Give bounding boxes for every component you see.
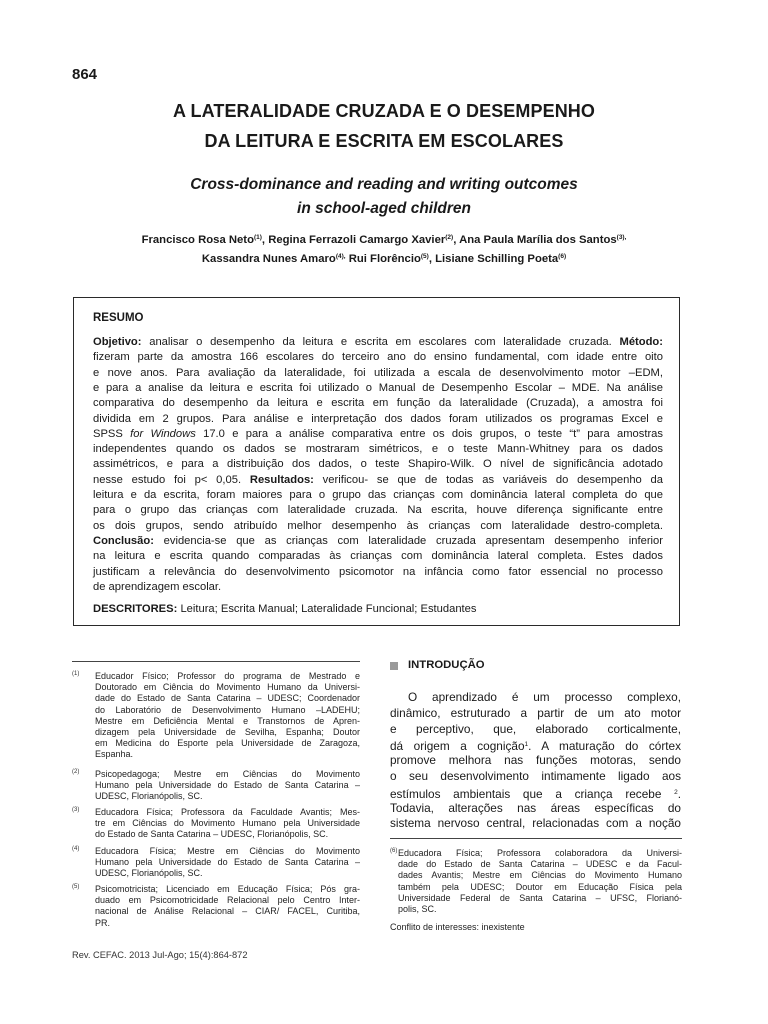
abstract-line	[93, 489, 663, 502]
author-affiliation-mark: (1)	[253, 234, 262, 241]
footnote-line: Mestre em Deficiência Mental e Transtornos de Apren-	[95, 715, 360, 726]
footnote-divider-left	[72, 661, 360, 662]
author-name: Rui Florêncio	[348, 253, 421, 265]
abstract-line	[93, 382, 663, 395]
abstract-text: evidencia-se que as crianças com lateralidade cruzada apresentam desempenho inferior	[153, 534, 663, 547]
author-name: Lisiane Schilling Poeta	[435, 253, 559, 265]
footnote-number: (2)	[72, 769, 80, 775]
abstract-text: fizeram parte da amostra 166 escolares do terceiro ano do ensino fundamental, com idade entre oito	[93, 351, 663, 364]
author-affiliation-mark: (5)	[420, 253, 429, 260]
abstract-text: e para a analise da leitura e escrita foi utilizado o Manual de Desempenho Escolar – MDE. Na análise	[93, 381, 663, 394]
abstract-text: verificou- se que de todas as variáveis do desempenho da	[313, 473, 663, 486]
footnote-line: em Medicina do Esporte pela Universidade de Zaragoza,	[95, 738, 360, 749]
english-title-line-1: Cross-dominance and reading and writing outcomes	[190, 176, 578, 193]
introduction-text: o seu desenvolvimento intimamente ligado aos	[390, 769, 681, 783]
author-affiliation-mark: (2)	[445, 234, 454, 241]
abstract-text: dividida em 2 grupos. Para análise e interpretação dos dados foram utilizados os programas Excel e	[93, 412, 663, 425]
footnote-line: Humano pela Universidade do Estado de Santa Catarina –	[95, 780, 360, 791]
abstract-line	[93, 520, 663, 533]
abstract-line	[93, 351, 663, 364]
descriptors-label: DESCRITORES:	[93, 603, 178, 615]
abstract-line	[93, 535, 663, 548]
introduction-text: . A maturação do córtex	[528, 739, 681, 754]
descriptors	[93, 603, 476, 615]
author-name: Francisco Rosa Neto	[141, 234, 254, 246]
introduction-line	[390, 722, 681, 738]
introduction-text: O aprendizado é um processo complexo,	[408, 690, 681, 704]
introduction-text: dá origem a cognição	[390, 739, 525, 754]
footnote-line: dades Avantis; Mestre em Ciências do Movimento Humano	[398, 870, 682, 881]
introduction-text: estímulos ambientais que a criança recebe	[390, 786, 675, 801]
introduction-text: promove melhora nas funções motoras, sendo	[390, 753, 681, 768]
abstract-label: Resultados:	[249, 473, 314, 486]
abstract-line	[93, 428, 663, 441]
abstract-text: os dois grupos, sendo atribuído melhor desempenho às crianças com lateralidade destro-completa.	[93, 519, 663, 532]
footnote-number: (5)	[72, 884, 80, 890]
footnote-line: Educadora Física; Professora colaboradora da Universi-	[398, 848, 682, 858]
abstract-text: independentes quando os dados se mostraram simétricos, e o teste Mann-Whitney para os dados	[93, 443, 663, 456]
page-number: 864	[72, 66, 98, 83]
descriptors-text: Leitura; Escrita Manual; Lateralidade Funcional; Estudantes	[177, 603, 477, 615]
abstract-text: assimétricos, e para a distribuição dos dados, o teste Shapiro-Wilk. O nível de significância adotado	[93, 458, 663, 471]
introduction-line	[390, 753, 681, 769]
footnote-line: nacional de Análise Relacional – CIAR/ FACEL, Curitiba,	[95, 906, 360, 917]
footnote-line: duado em Psicomotricidade Relacional pelo Centro Inter-	[95, 895, 360, 906]
abstract-text: analisar o desempenho da leitura e escrita em escolares com lateralidade cruzada.	[141, 336, 620, 348]
footnote-line: PR.	[95, 917, 111, 928]
introduction-text: .	[677, 786, 681, 801]
abstract-line	[93, 367, 663, 380]
abstract-text: na leitura e escrita quando comparadas às crianças com dominância lateral completa. Estes dados	[93, 550, 663, 563]
abstract-text: 17.0 e para a análise comparativa entre os dois grupos, o teste “t” para amostras	[195, 427, 663, 440]
introduction-line	[390, 801, 681, 817]
footnote-line: polis, SC.	[398, 904, 437, 914]
abstract-line	[93, 458, 663, 471]
author-name: Regina Ferrazoli Camargo Xavier	[268, 234, 446, 246]
abstract-line	[93, 413, 663, 426]
abstract-heading: RESUMO	[93, 312, 144, 324]
abstract-text: nesse estudo foi p< 0,05.	[93, 473, 250, 486]
footnote-line: também pela UDESC; Doutor em Educação Física pela	[398, 881, 682, 892]
author-line-2: Kassandra Nunes Amaro$^{(4),}$ Rui Florêncio$^{(5)}$, Lisiane Schilling Poeta$^{(6)}$	[201, 253, 567, 265]
introduction-text: Todavia, alterações nas áreas específicas do	[390, 800, 681, 815]
author-line-1: Francisco Rosa Neto$^{(1)}$, Regina Ferrazoli Camargo Xavier$^{(2)}$, Ana Paula Marília dos Santos$^{(3),}$	[141, 234, 627, 246]
abstract-text: e nove anos. Para avaliação da lateralidade, foi utilizada a escala de desenvolvimento motor –EDM,	[93, 366, 663, 379]
abstract-line	[93, 397, 663, 410]
abstract-line	[93, 504, 663, 517]
footnote-line: dade do Estado de Santa Catarina – UDESC e da Facul-	[398, 859, 682, 870]
section-heading-introducao: INTRODUÇÃO	[408, 659, 485, 671]
abstract-line	[93, 581, 663, 594]
introduction-text: dinâmico, estruturado a partir de um ato motor	[390, 705, 681, 720]
abstract-label: Conclusão:	[93, 534, 154, 547]
footnote-line: do Laboratório de Desenvolvimento Humano –LADEHU;	[95, 704, 360, 715]
introduction-text: sistema nervoso central, relacionadas com a noção	[390, 816, 681, 831]
abstract-line	[93, 550, 663, 563]
abstract-line	[93, 474, 663, 487]
introduction-line	[408, 690, 681, 706]
footnote-line: dade do Estado de Santa Catarina – UDESC; Coordenador	[95, 693, 360, 704]
footnote-line: Universidade Federal de Santa Catarina – UFSC, Florianó-	[398, 892, 682, 903]
conflict-of-interest: Conflito de interesses: inexistente	[390, 922, 525, 932]
introduction-text: e perceptivo, que, elaborado corticalmente,	[390, 721, 681, 736]
abstract-line	[93, 443, 663, 456]
section-marker-icon	[390, 662, 398, 670]
footnote-number: (6)	[390, 848, 398, 854]
footnote-line: Espanha.	[95, 749, 134, 760]
abstract-text: comparativa do desempenho da leitura e escrita em função da lateralidade (Cruzada), a amostra foi	[93, 397, 663, 410]
footnote-line: Humano pela Universidade do Estado de Santa Catarina –	[95, 857, 360, 868]
abstract-text: leitura e da escrita, foram maiores para o grupo das crianças com dominância lateral completa do que	[93, 489, 663, 501]
abstract-line	[93, 336, 663, 349]
author-affiliation-mark: (4),	[335, 253, 346, 260]
abstract-text: justificam a relevância do desenvolvimento psicomotor na infância como fator essencial no processo	[93, 565, 663, 578]
article-title-line-2: DA LEITURA E ESCRITA EM ESCOLARES	[204, 131, 564, 151]
abstract-line	[93, 566, 663, 579]
author-name: Ana Paula Marília dos Santos	[459, 234, 617, 246]
footnote-line: tre em Ciências do Movimento Humano pela Universidade	[95, 818, 360, 829]
abstract-italic: for Windows	[130, 427, 196, 440]
footnote-line: Educadora Física; Mestre em Ciências do Movimento	[95, 846, 360, 856]
footnote-number: (3)	[72, 807, 80, 813]
english-title-line-2: in school-aged children	[297, 200, 471, 217]
citation-mark: 1	[524, 741, 529, 749]
footnote-line: UDESC, Florianópolis, SC.	[95, 791, 203, 802]
footnote-divider-right	[390, 838, 682, 839]
introduction-line	[390, 816, 681, 832]
author-affiliation-mark: (3),	[616, 234, 627, 241]
abstract-label: Método:	[619, 336, 663, 348]
abstract-text: para o grupo das crianças com lateralidade cruzada. Na escrita, houve diferença significante entre	[93, 504, 663, 517]
footnote-line: UDESC, Florianópolis, SC.	[95, 868, 203, 879]
introduction-line	[390, 706, 681, 722]
footnote-line: Educadora Física; Professora da Faculdade Avantis; Mes-	[95, 807, 360, 817]
footnote-line: dizagem pela Universidade de Sevilha, Espanha; Doutor	[95, 727, 360, 737]
footnote-line: Psicopedagoga; Mestre em Ciências do Movimento	[95, 769, 360, 779]
abstract-label: Objetivo:	[93, 336, 142, 348]
footnote-number: (1)	[72, 671, 80, 677]
journal-reference: Rev. CEFAC. 2013 Jul-Ago; 15(4):864-872	[72, 950, 248, 960]
article-title-line-1: A LATERALIDADE CRUZADA E O DESEMPENHO	[172, 101, 596, 121]
footnote-number: (4)	[72, 846, 80, 852]
citation-mark: 2	[674, 788, 678, 796]
abstract-text: SPSS	[93, 427, 131, 440]
abstract-text: de aprendizagem escolar.	[93, 580, 222, 593]
author-affiliation-mark: (6)	[558, 253, 567, 260]
introduction-line	[390, 769, 681, 785]
footnote-line: Psicomotricista; Licenciado em Educação Física; Pós gra-	[95, 884, 360, 894]
footnote-line: Doutorado em Ciência do Movimento Humano da Universi-	[95, 682, 360, 693]
footnote-line: Educador Físico; Professor do programa de Mestrado e	[95, 671, 360, 681]
author-name: Kassandra Nunes Amaro	[201, 253, 336, 265]
footnote-line: do Estado de Santa Catarina – UDESC, Florianópolis, SC.	[95, 829, 329, 840]
